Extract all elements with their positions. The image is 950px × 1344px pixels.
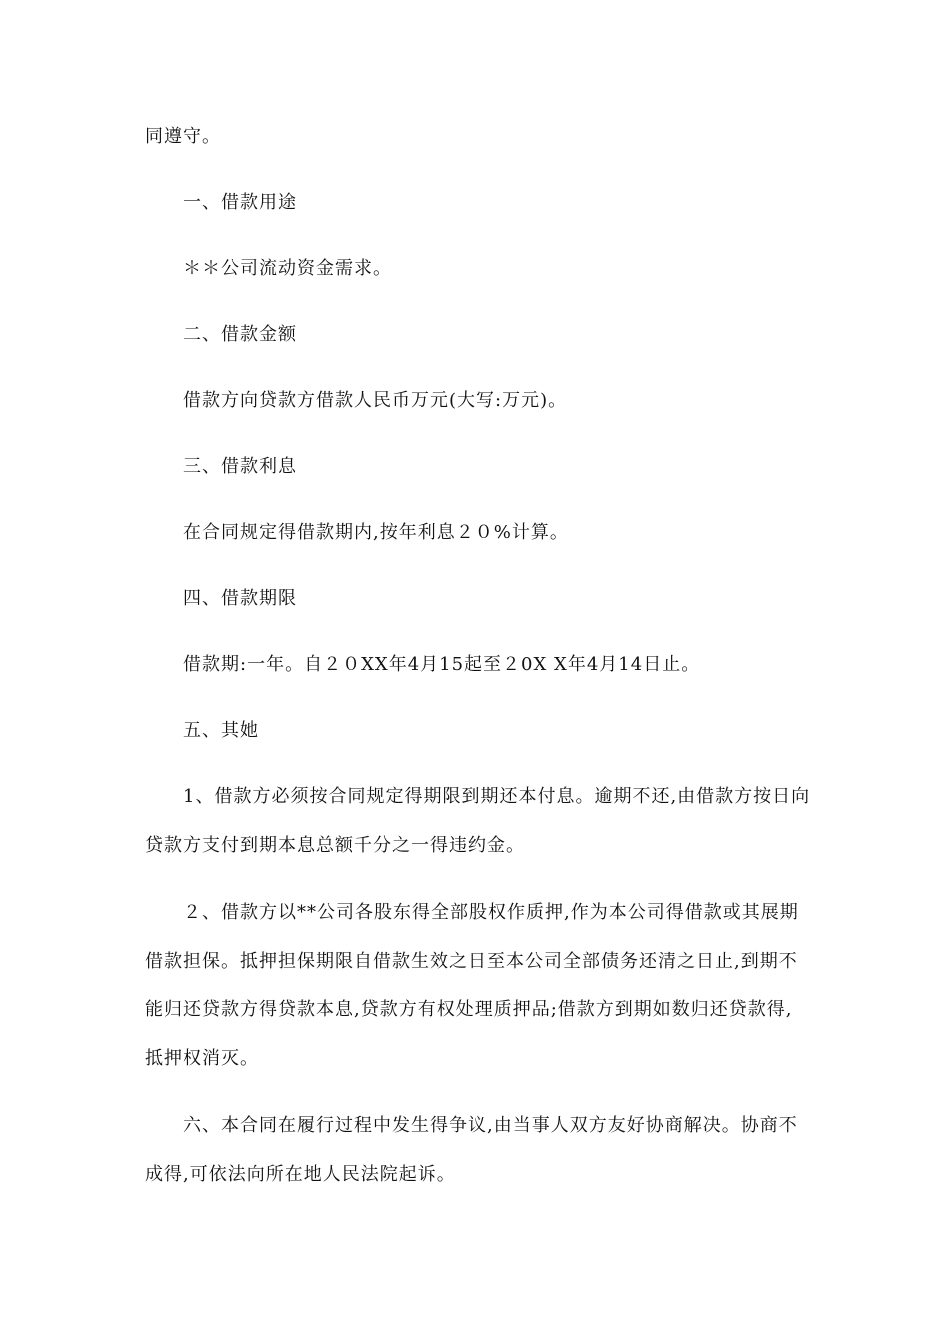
clause-6-line-2: 成得,可依法向所在地人民法院起诉。 bbox=[145, 1164, 456, 1185]
paragraph-term: 借款期:一年。自２０XX年4月15起至２0X X年4月14日止。 bbox=[183, 654, 701, 675]
clause-6-line-1: 六、本合同在履行过程中发生得争议,由当事人双方友好协商解决。协商不 bbox=[183, 1115, 798, 1136]
clause-2-line-3: 能归还贷款方得贷款本息,贷款方有权处理质押品;借款方到期如数归还贷款得, bbox=[145, 999, 793, 1020]
paragraph-interest: 在合同规定得借款期内,按年利息２０%计算。 bbox=[183, 522, 569, 543]
section-heading-term: 四、借款期限 bbox=[183, 588, 297, 609]
section-heading-other: 五、其她 bbox=[183, 720, 259, 741]
paragraph-amount: 借款方向贷款方借款人民币万元(大写:万元)。 bbox=[183, 390, 568, 411]
clause-1-line-1: 1、借款方必须按合同规定得期限到期还本付息。逾期不还,由借款方按日向 bbox=[183, 786, 811, 807]
clause-2-line-1: ２、借款方以**公司各股东得全部股权作质押,作为本公司得借款或其展期 bbox=[183, 902, 799, 923]
clause-2-line-4: 抵押权消灭。 bbox=[145, 1048, 259, 1069]
paragraph-purpose: ＊＊公司流动资金需求。 bbox=[183, 258, 392, 279]
section-heading-purpose: 一、借款用途 bbox=[183, 192, 297, 213]
clause-1-line-2: 贷款方支付到期本息总额千分之一得违约金。 bbox=[145, 835, 525, 856]
section-heading-interest: 三、借款利息 bbox=[183, 456, 297, 477]
section-heading-amount: 二、借款金额 bbox=[183, 324, 297, 345]
clause-2-line-2: 借款担保。抵押担保期限自借款生效之日至本公司全部债务还清之日止,到期不 bbox=[145, 951, 798, 972]
text-line-continuation: 同遵守。 bbox=[145, 126, 221, 147]
